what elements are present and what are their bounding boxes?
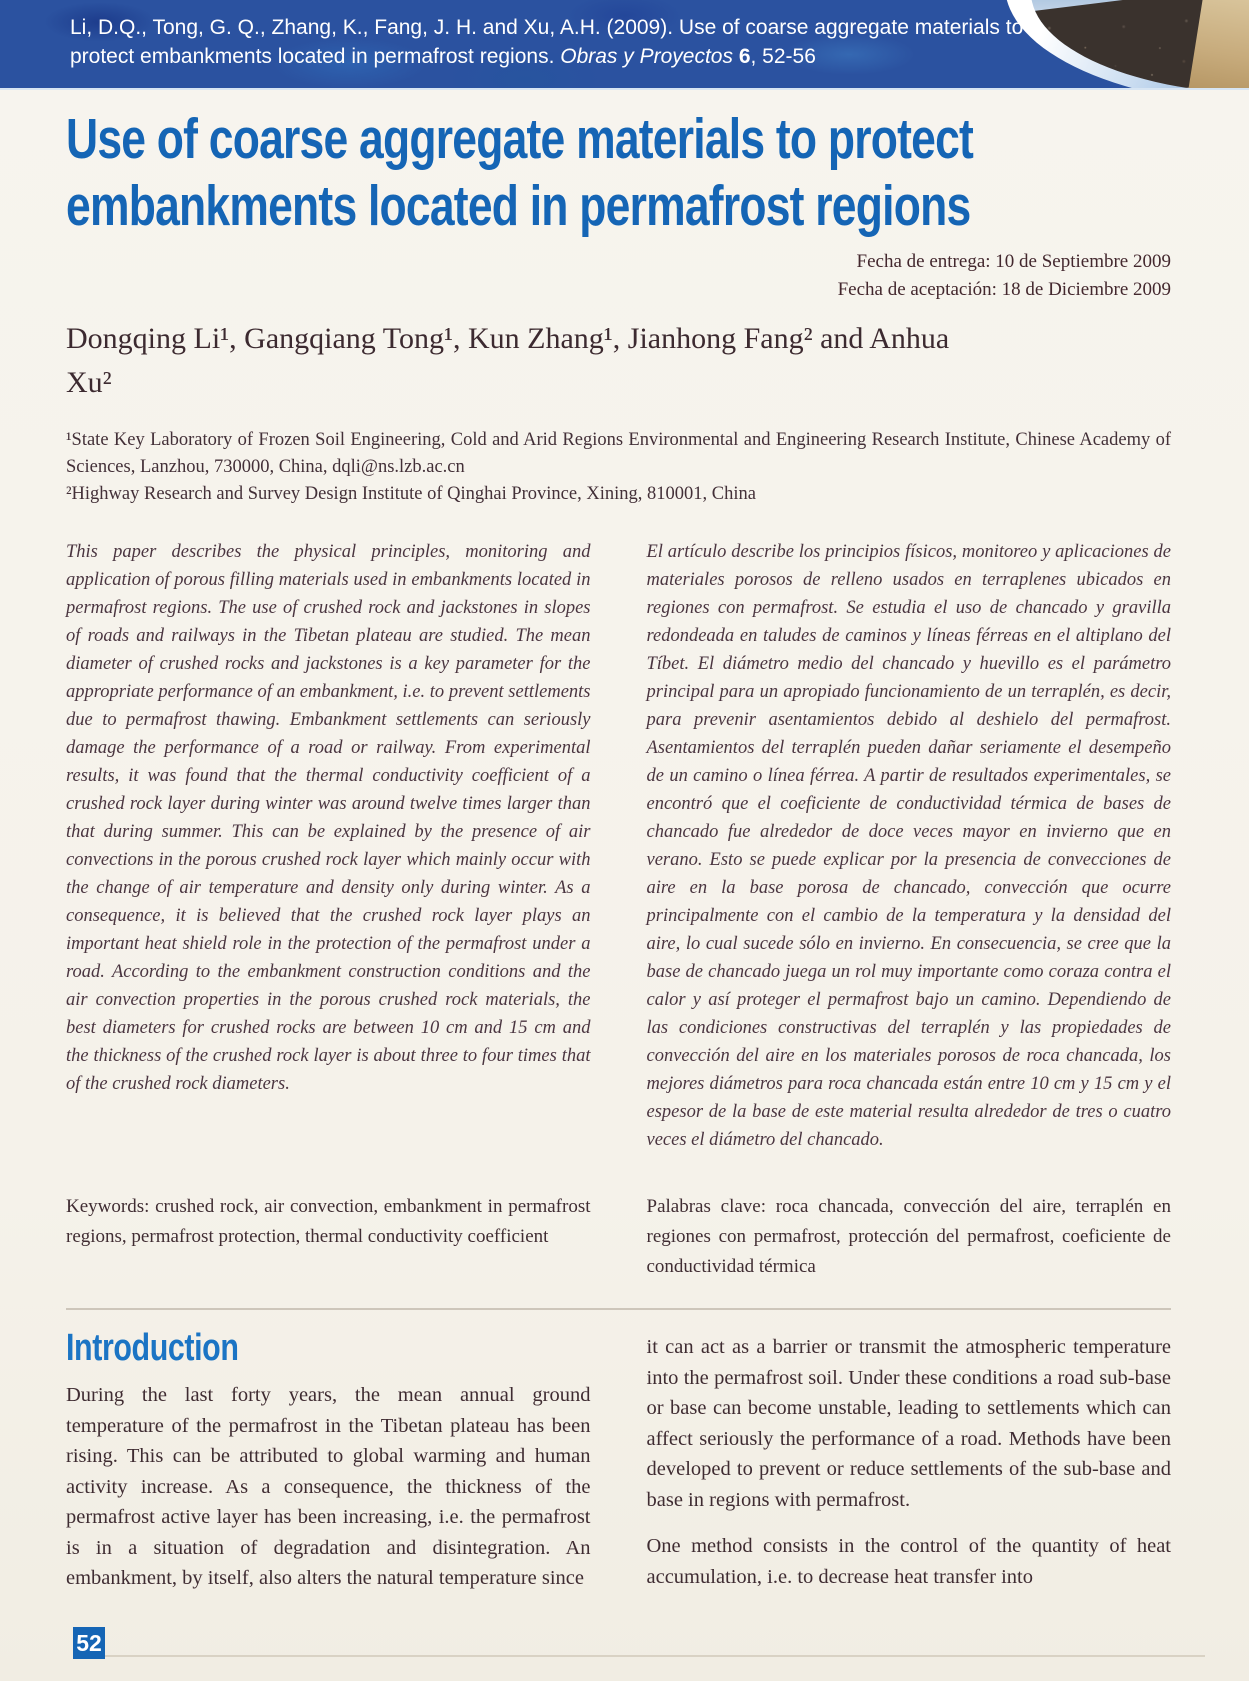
introduction-right-column	[647, 1324, 1172, 1594]
citation-text: protect embankments located in permafrost regions.	[70, 45, 561, 68]
introduction-section	[66, 1324, 1171, 1594]
introduction-paragraph-right-2: One method consists in the control of the quantity of heat accumulation, i.e. to decrease heat transfer into	[646, 1535, 1171, 1588]
abstract-english: This paper describes the physical principles, monitoring and application of porous filling materials used in embankments located in permafrost regions. The use of crushed rock and jackstones in slopes of roads and railways in the Tibetan plateau are studied. The mean diameter of crushed rocks and jackstones is a key parameter for the appropriate performance of an embankment, i.e. to prevent settlements due to permafrost thawing. Embankment settlements can seriously damage the performance of a road or railway. From experimental results, it was found that the thermal conductivity coefficient of a crushed rock layer during winter was around twelve times larger than that during summer. This can be explained by the presence of air convections in the porous crushed rock layer which mainly occur with the change of air temperature and density only during winter. As a consequence, it is believed that the crushed rock layer plays an important heat shield role in the protection of the permafrost under a road. According to the embankment construction conditions and the air convection properties in the porous crushed rock materials, the best diameters for crushed rocks are between 10 cm and 15 cm and the thickness of the crushed rock layer is about three to four times that of the crushed rock diameters.	[66, 542, 591, 1094]
page-title-line-2: embankments located in permafrost regions	[66, 174, 971, 238]
introduction-heading	[66, 1326, 591, 1370]
citation-journal-name: Obras y Proyectos	[560, 45, 739, 68]
keywords-spanish: Palabras clave: roca chancada, convección del aire, terraplén en regiones con permafrost, protección del permafrost, coeficiente de conductividad térmica	[646, 1196, 1171, 1277]
abstract-spanish: El artículo describe los principios físicos, monitoreo y aplicaciones de materiales porosos de relleno usados en terraplenes ubicados en regiones con permafrost. Se estudia el uso de chancado y gravilla redondeada en taludes de caminos y líneas férreas en el altiplano del Tíbet. El diámetro medio del chancado y huevillo es el parámetro principal para un apropiado funcionamiento de un terraplén, es decir, para prevenir asentamientos debido al deshielo del permafrost. Asentamientos del terraplén pueden dañar seriamente el desempeño de un camino o línea férrea. A partir de resultados experimentales, se encontró que el coeficiente de conductividad térmica de bases de chancado fue alrededor de doce veces mayor en invierno que en verano. Esto se puede explicar por la presencia de convecciones de aire en la base porosa de chancado, convección que ocurre principalmente con el cambio de la temperatura y la densidad del aire, lo cual sucede sólo en invierno. En consecuencia, se cree que la base de chancado juega un rol muy importante como coraza contra el calor y así proteger el permafrost bajo un camino. Dependiendo de las condiciones constructivas del terraplén y las propiedades de convección del aire en los materiales porosos de roca chancada, los mejores diámetros para roca chancada están entre 10 cm y 15 cm y el espesor de la base de este material resulta alrededor de tres o cuatro veces el diámetro del chancado.	[646, 542, 1171, 1150]
date-accepted: Fecha de aceptación: 18 de Diciembre 2009	[837, 279, 1171, 300]
abstract-section	[66, 538, 1171, 1154]
date-received: Fecha de entrega: 10 de Septiembre 2009	[856, 251, 1171, 272]
page-title	[66, 106, 1171, 240]
citation-line-2	[70, 42, 1023, 71]
affiliations	[66, 427, 1171, 508]
banner	[0, 0, 1249, 90]
authors-line-2: Xu²	[66, 366, 112, 399]
keywords-english: Keywords: crushed rock, air convection, embankment in permafrost regions, permafrost protection, thermal conductivity coefficient	[66, 1196, 591, 1247]
introduction-left-column	[66, 1324, 591, 1594]
footer-rule	[104, 1655, 1205, 1657]
section-divider	[66, 1308, 1171, 1310]
citation-volume: 6	[738, 45, 751, 68]
embankment-photo	[1031, 0, 1249, 90]
affiliation-2: ²Highway Research and Survey Design Institute of Qinghai Province, Xining, 810001, China	[66, 484, 756, 504]
citation-line-1: Li, D.Q., Tong, G. Q., Zhang, K., Fang, J. H. and Xu, A.H. (2009). Use of coarse aggregate materials to	[70, 16, 1024, 39]
affiliation-1: ¹State Key Laboratory of Frozen Soil Engineering, Cold and Arid Regions Environmental and Engineering Research Institute, Chinese Academy of Sciences, Lanzhou, 730000, China, dqli@ns.lzb.ac.cn	[66, 430, 1171, 477]
page-number-badge: 52	[73, 1627, 105, 1659]
submission-dates	[66, 248, 1171, 304]
keywords-section	[66, 1192, 1171, 1282]
page-title-line-1: Use of coarse aggregate materials to protect	[66, 107, 974, 171]
citation	[70, 13, 1023, 71]
citation-pages: , 52-56	[750, 45, 816, 68]
introduction-paragraph-left: During the last forty years, the mean annual ground temperature of the permafrost in the Tibetan plateau has been rising. This can be attributed to global warming and human activity increase. As a consequence, the thickness of the permafrost active layer has been increasing, i.e. the permafrost is in a situation of degradation and disintegration. An embankment, by itself, also alters the natural temperature since	[66, 1384, 591, 1589]
article-content	[66, 106, 1171, 1594]
authors	[66, 317, 1171, 405]
introduction-heading-text: Introduction	[66, 1327, 239, 1369]
authors-line-1: Dongqing Li¹, Gangqiang Tong¹, Kun Zhang¹, Jianhong Fang² and Anhua	[66, 322, 950, 355]
introduction-paragraph-right-1: it can act as a barrier or transmit the atmospheric temperature into the permafrost soil. Under these conditions a road sub-base or base can become unstable, leading to settlements which can affect seriously the performance of a road. Methods have been developed to prevent or reduce settlements of the sub-base and base in regions with permafrost.	[646, 1336, 1171, 1511]
